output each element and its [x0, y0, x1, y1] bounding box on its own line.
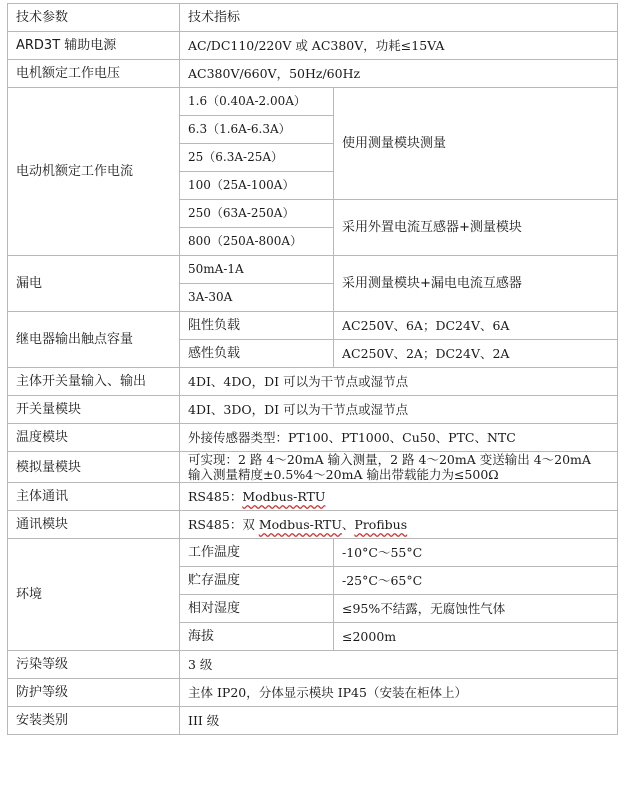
motor-voltage-label: 电机额定工作电压	[8, 60, 180, 88]
comm-module-protocol-1: Modbus-RTU	[258, 517, 342, 532]
env-item-value: ≤95%不结露，无腐蚀性气体	[334, 595, 618, 623]
analog-line-1: 可实现：2 路 4～20mA 输入测量，2 路 4～20mA 变送输出 4～20mA	[188, 452, 591, 467]
current-range: 6.3（1.6A-6.3A）	[180, 116, 334, 144]
table-row	[8, 256, 618, 284]
protection-label: 防护等级	[8, 679, 180, 707]
current-range: 1.6（0.40A-2.00A）	[180, 88, 334, 116]
table-row	[8, 312, 618, 340]
table-row	[8, 707, 618, 735]
env-item-name: 贮存温度	[180, 567, 334, 595]
environment-label: 环境	[8, 539, 180, 651]
table-row	[8, 679, 618, 707]
relay-inductive-value: AC250V、2A；DC24V、2A	[334, 340, 618, 368]
main-comm-value	[180, 483, 618, 511]
header-param: 技术参数	[8, 4, 180, 32]
switch-module-label: 开关量模块	[8, 396, 180, 424]
analog-module-value	[180, 452, 618, 483]
table-row	[8, 511, 618, 539]
switch-module-value: 4DI、3DO，DI 可以为干节点或湿节点	[180, 396, 618, 424]
temp-module-value: 外接传感器类型：PT100、PT1000、Cu50、PTC、NTC	[180, 424, 618, 452]
leakage-range: 50mA-1A	[180, 256, 334, 284]
current-method-ct: 采用外置电流互感器+测量模块	[334, 200, 618, 256]
table-row	[8, 651, 618, 679]
comm-module-protocol-2: Profibus	[354, 517, 408, 532]
env-item-name: 工作温度	[180, 539, 334, 567]
current-range: 100（25A-100A）	[180, 172, 334, 200]
main-comm-prefix: RS485：	[188, 489, 243, 504]
table-row	[8, 424, 618, 452]
analog-line-2: 输入测量精度±0.5%4～20mA 输出带载能力为≤500Ω	[188, 467, 499, 482]
motor-current-label: 电动机额定工作电流	[8, 88, 180, 256]
pollution-label: 污染等级	[8, 651, 180, 679]
main-io-label: 主体开关量输入、输出	[8, 368, 180, 396]
env-item-value: ≤2000m	[334, 623, 618, 651]
current-range: 25（6.3A-25A）	[180, 144, 334, 172]
install-label: 安装类别	[8, 707, 180, 735]
main-comm-protocol: Modbus-RTU	[242, 489, 326, 504]
temp-module-label: 温度模块	[8, 424, 180, 452]
comm-module-prefix: RS485：双	[188, 517, 259, 532]
header-spec: 技术指标	[180, 4, 618, 32]
protection-value: 主体 IP20，分体显示模块 IP45（安装在柜体上）	[180, 679, 618, 707]
leakage-label: 漏电	[8, 256, 180, 312]
env-item-name: 海拔	[180, 623, 334, 651]
leakage-method: 采用测量模块+漏电电流互感器	[334, 256, 618, 312]
table-row	[8, 452, 618, 483]
relay-resistive-name: 阻性负载	[180, 312, 334, 340]
table-row	[8, 483, 618, 511]
table-row	[8, 32, 618, 60]
main-io-value: 4DI、4DO，DI 可以为干节点或湿节点	[180, 368, 618, 396]
spec-table	[7, 3, 618, 735]
relay-label: 继电器输出触点容量	[8, 312, 180, 368]
table-row	[8, 539, 618, 567]
install-value: III 级	[180, 707, 618, 735]
table-row	[8, 60, 618, 88]
current-method-module: 使用测量模块测量	[334, 88, 618, 200]
table-row	[8, 368, 618, 396]
table-row	[8, 396, 618, 424]
comm-module-value	[180, 511, 618, 539]
analog-module-label: 模拟量模块	[8, 452, 180, 483]
env-item-value: -25°C～65°C	[334, 567, 618, 595]
env-item-name: 相对湿度	[180, 595, 334, 623]
relay-resistive-value: AC250V、6A；DC24V、6A	[334, 312, 618, 340]
relay-inductive-name: 感性负载	[180, 340, 334, 368]
pollution-value: 3 级	[180, 651, 618, 679]
current-range: 250（63A-250A）	[180, 200, 334, 228]
comm-module-sep: 、	[341, 517, 355, 532]
table-row	[8, 88, 618, 116]
table-row	[8, 4, 618, 32]
main-comm-label: 主体通讯	[8, 483, 180, 511]
motor-voltage-value: AC380V/660V，50Hz/60Hz	[180, 60, 618, 88]
env-item-value: -10°C～55°C	[334, 539, 618, 567]
aux-power-value: AC/DC110/220V 或 AC380V，功耗≤15VA	[180, 32, 618, 60]
aux-power-label: ARD3T 辅助电源	[8, 32, 180, 60]
leakage-range: 3A-30A	[180, 284, 334, 312]
current-range: 800（250A-800A）	[180, 228, 334, 256]
comm-module-label: 通讯模块	[8, 511, 180, 539]
